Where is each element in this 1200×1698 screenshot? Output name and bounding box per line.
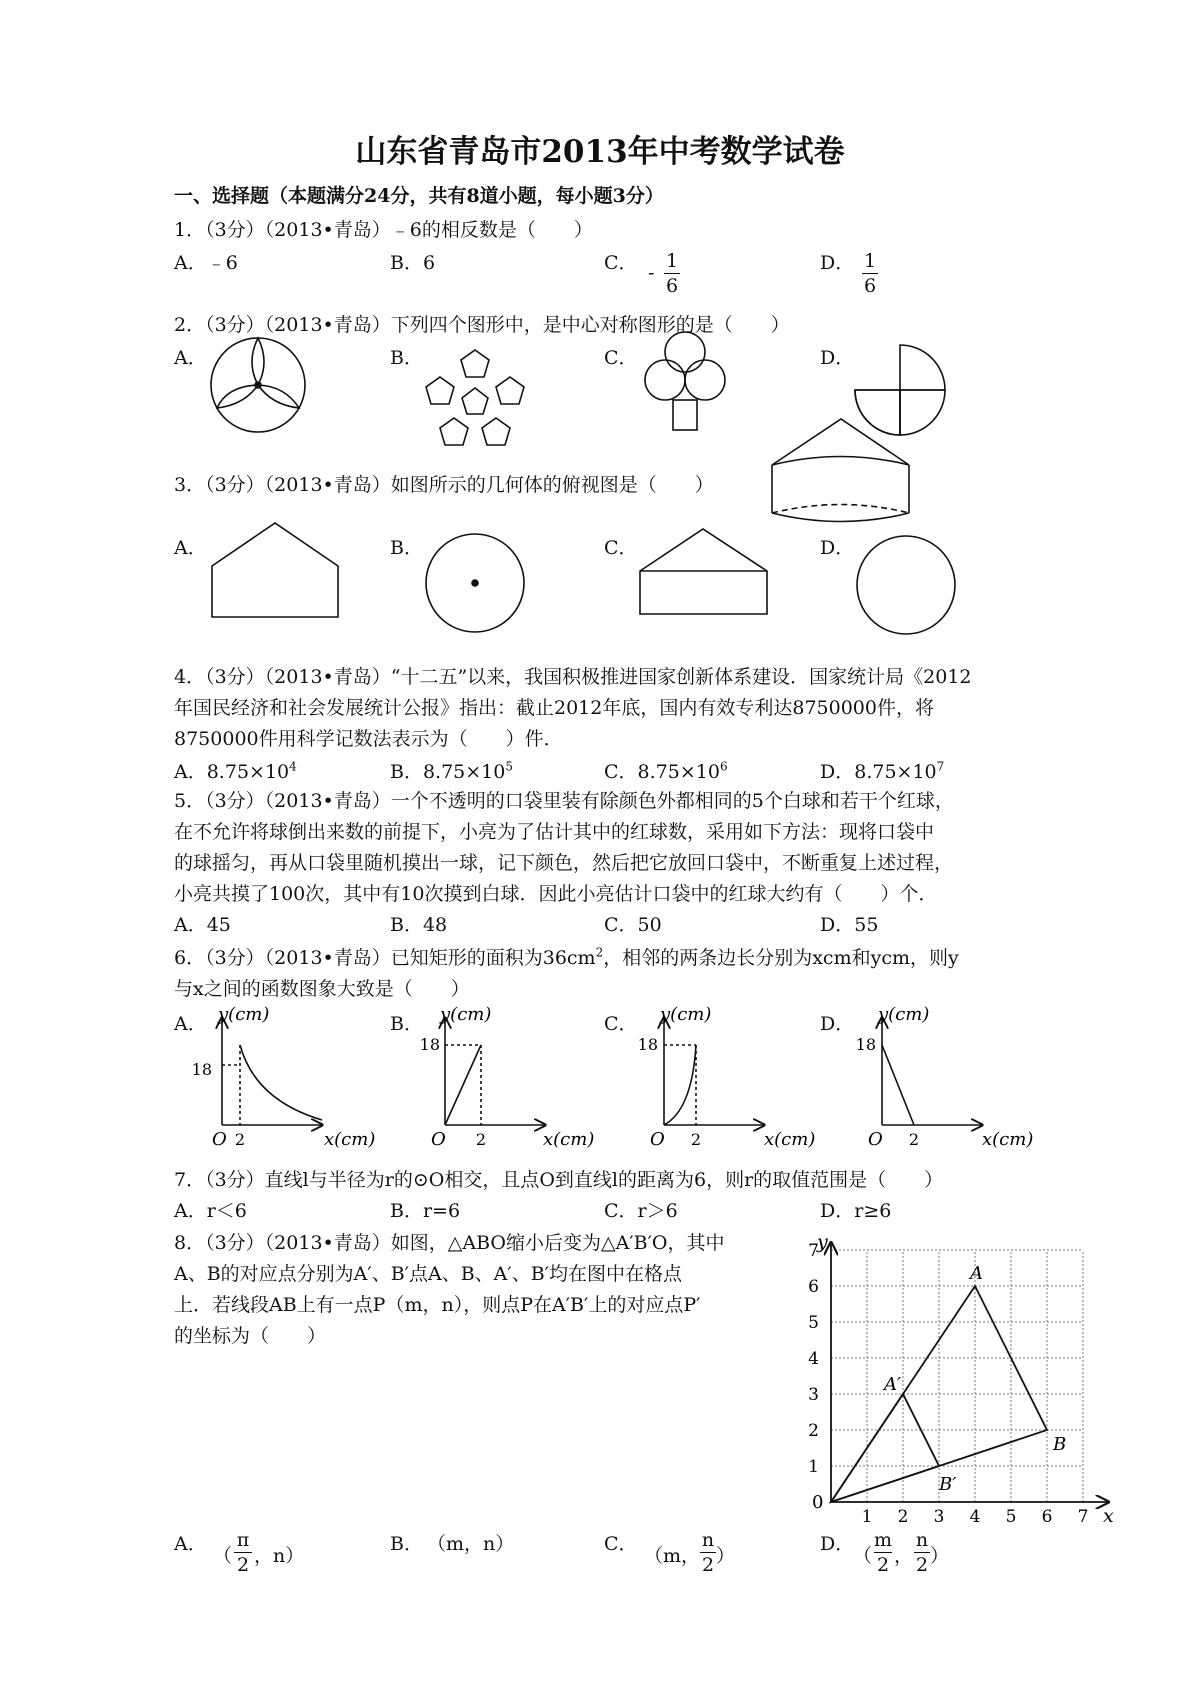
q8-line3: 上．若线段AB上有一点P（m，n），则点P在A′B′上的对应点P′ <box>174 1294 701 1316</box>
q1-d-den: 6 <box>863 275 877 297</box>
q8-c-pre: （m， <box>644 1545 701 1567</box>
q6-c-tick-x: 2 <box>690 1130 702 1149</box>
q4-a-text: A．8.75×10 <box>174 761 290 783</box>
q8-d-fraction2 <box>914 1529 930 1576</box>
q5-option-d: D．55 <box>820 914 879 936</box>
q8-d-den1: 2 <box>876 1554 890 1576</box>
x-tick-label: 1 <box>861 1507 873 1527</box>
q8-line1: 8．（3分）（2013•青岛）如图，△ABO缩小后变为△A′B′O，其中 <box>174 1232 725 1254</box>
q4-d-text: D．8.75×10 <box>820 761 937 783</box>
q8-line2: A、B的对应点分别为A′、B′点A、B、A′、B′均在图中在格点 <box>174 1263 682 1285</box>
q4-line1: 4．（3分）（2013•青岛）“十二五”以来，我国积极推进国家创新体系建设．国家统计局《2012 <box>174 666 972 688</box>
q8-a-num: π <box>236 1529 250 1551</box>
q8-y-label: y <box>817 1231 828 1253</box>
q8-c-fraction <box>700 1529 716 1576</box>
q8-option-c: C． <box>604 1533 638 1555</box>
q6-c-xlabel: x(cm) <box>764 1129 816 1150</box>
q1-c-num: 1 <box>665 250 679 272</box>
q7-stem: 7．（3分）直线l与半径为r的⊙O相交，且点O到直线l的距离为6，则r的取值范围是（ ） <box>174 1169 944 1191</box>
q6-option-a: A． <box>174 1013 207 1035</box>
q1-option-a: A．﹣6 <box>174 252 238 274</box>
y-tick-label: 5 <box>808 1313 819 1333</box>
q3-stem: 3．（3分）（2013•青岛）如图所示的几何体的俯视图是（ ） <box>174 474 714 496</box>
y-tick-label: 7 <box>808 1241 819 1261</box>
q2-option-d: D． <box>820 347 855 369</box>
q7-option-b: B．r=6 <box>390 1200 461 1222</box>
q8-x-label: x <box>1103 1505 1114 1527</box>
q8-d-num1: m <box>874 1529 893 1551</box>
q3-option-c: C． <box>604 537 638 559</box>
q8-a-den: 2 <box>236 1554 250 1576</box>
q6-a-ylabel: y(cm) <box>218 1004 270 1025</box>
q8-b-text: （m，n） <box>427 1533 515 1555</box>
q6-b-ylabel: y(cm) <box>440 1004 492 1025</box>
x-tick-label: 5 <box>1005 1507 1017 1527</box>
q1-c-den: 6 <box>665 275 679 297</box>
q1-c-sign: - <box>648 262 655 284</box>
q8-c-close: ） <box>716 1545 736 1567</box>
q1-option-d: D． <box>820 252 855 274</box>
x-tick-label: 4 <box>969 1507 981 1527</box>
y-tick-label: 6 <box>808 1277 819 1297</box>
x-tick-label: 7 <box>1077 1507 1089 1527</box>
q7-option-d: D．r≥6 <box>820 1200 892 1222</box>
q8-d-den2: 2 <box>915 1554 929 1576</box>
q4-a-exp: 4 <box>289 759 297 774</box>
q6-a-origin: O <box>212 1129 227 1150</box>
q4-c-exp: 6 <box>719 759 728 774</box>
q6-option-d: D． <box>820 1013 855 1035</box>
q6-a-tick-x: 2 <box>234 1130 246 1149</box>
y-tick-label: 4 <box>808 1349 819 1369</box>
q8-option-b: B． <box>390 1533 423 1555</box>
q2-option-c: C． <box>604 347 638 369</box>
q8-d-fraction1 <box>874 1529 892 1576</box>
q8-origin: 0 <box>812 1492 824 1513</box>
q8-label-a: A <box>970 1263 983 1284</box>
q4-line3: 8750000件用科学记数法表示为（ ）件． <box>174 728 563 750</box>
q8-c-den: 2 <box>701 1554 715 1576</box>
q8-option-d: D． <box>820 1533 855 1555</box>
q6-c-tick-y: 18 <box>637 1035 658 1054</box>
q7-option-a: A．r＜6 <box>174 1200 247 1222</box>
q8-d-open: （ <box>853 1545 873 1567</box>
q1-option-b: B．6 <box>390 252 436 274</box>
q6-d-tick-y: 18 <box>855 1035 876 1054</box>
q1-stem: 1．（3分）（2013•青岛）﹣6的相反数是（ ） <box>174 219 593 241</box>
x-tick-label: 6 <box>1041 1507 1053 1527</box>
q6-a-tick-y: 18 <box>191 1060 212 1079</box>
q2-option-a: A． <box>174 347 207 369</box>
q8-a-rest: ，n） <box>254 1545 305 1567</box>
q4-c-text: C．8.75×10 <box>604 761 720 783</box>
section-heading: 一、选择题（本题满分24分，共有8道小题，每小题3分） <box>174 185 664 207</box>
y-tick-label: 2 <box>808 1421 819 1441</box>
q5-option-b: B．48 <box>390 914 448 936</box>
q1-d-num: 1 <box>863 250 877 272</box>
q8-a-fraction <box>234 1529 252 1576</box>
q6-b-tick-x: 2 <box>475 1130 487 1149</box>
q6-d-origin: O <box>868 1129 883 1150</box>
q6-d-ylabel: y(cm) <box>878 1004 930 1025</box>
q7-option-c: C．r＞6 <box>604 1200 678 1222</box>
q8-label-a1: A′ <box>884 1374 902 1395</box>
q6-d-xlabel: x(cm) <box>982 1129 1034 1150</box>
q6-c-ylabel: y(cm) <box>660 1004 712 1025</box>
q5-line1: 5．（3分）（2013•青岛）一个不透明的口袋里装有除颜色外都相同的5个白球和若干个红球， <box>174 790 954 812</box>
q6-line1-b: ，相邻的两条边长分别为xcm和ycm，则y <box>603 947 959 969</box>
q8-label-b: B <box>1053 1434 1067 1455</box>
q6-line1-exp: 2 <box>595 945 604 960</box>
q6-b-origin: O <box>431 1129 446 1150</box>
q5-line2: 在不允许将球倒出来数的前提下，小亮为了估计其中的红球数，采用如下方法：现将口袋中 <box>174 821 935 843</box>
q8-d-num2: n <box>915 1529 929 1551</box>
q8-a-open: （ <box>213 1545 233 1567</box>
q4-b-exp: 5 <box>505 759 514 774</box>
q6-option-c: C． <box>604 1013 638 1035</box>
q6-line2: 与x之间的函数图象大致是（ ） <box>174 978 470 1000</box>
q4-d-exp: 7 <box>936 759 945 774</box>
x-tick-label: 2 <box>897 1507 909 1527</box>
q8-c-num: n <box>701 1529 715 1551</box>
q6-d-tick-x: 2 <box>908 1130 920 1149</box>
q4-b-text: B．8.75×10 <box>390 761 506 783</box>
y-tick-label: 3 <box>808 1385 819 1405</box>
q6-b-tick-y: 18 <box>419 1035 440 1054</box>
q2-stem: 2．（3分）（2013•青岛）下列四个图形中，是中心对称图形的是（ ） <box>174 314 790 336</box>
q5-line3: 的球摇匀，再从口袋里随机摸出一球，记下颜色，然后把它放回口袋中，不断重复上述过程， <box>174 852 954 874</box>
q6-b-xlabel: x(cm) <box>543 1129 595 1150</box>
q5-option-a: A．45 <box>174 914 231 936</box>
q3-option-d: D． <box>820 537 855 559</box>
q2-option-b: B． <box>390 347 423 369</box>
q5-option-c: C．50 <box>604 914 662 936</box>
q1-option-c: C． <box>604 252 638 274</box>
q3-option-a: A． <box>174 537 207 559</box>
q8-option-a: A． <box>174 1533 207 1555</box>
q8-line4: 的坐标为（ ） <box>174 1325 327 1347</box>
q5-line4: 小亮共摸了100次，其中有10次摸到白球．因此小亮估计口袋中的红球大约有（ ）个． <box>174 883 938 905</box>
x-tick-label: 3 <box>933 1507 945 1527</box>
q8-d-comma: ， <box>894 1545 914 1567</box>
q3-option-b: B． <box>390 537 423 559</box>
q8-d-close: ） <box>930 1545 950 1567</box>
page-title: 山东省青岛市2013年中考数学试卷 <box>355 134 845 170</box>
q6-option-b: B． <box>390 1013 423 1035</box>
q6-a-xlabel: x(cm) <box>324 1129 376 1150</box>
q6-c-origin: O <box>650 1129 665 1150</box>
q6-line1-a: 6．（3分）（2013•青岛）已知矩形的面积为36cm <box>174 947 596 969</box>
y-tick-label: 1 <box>808 1457 819 1477</box>
q4-line2: 年国民经济和社会发展统计公报》指出：截止2012年底，国内有效专利达8750000件，将 <box>174 697 934 719</box>
q8-label-b1: B′ <box>939 1474 957 1495</box>
